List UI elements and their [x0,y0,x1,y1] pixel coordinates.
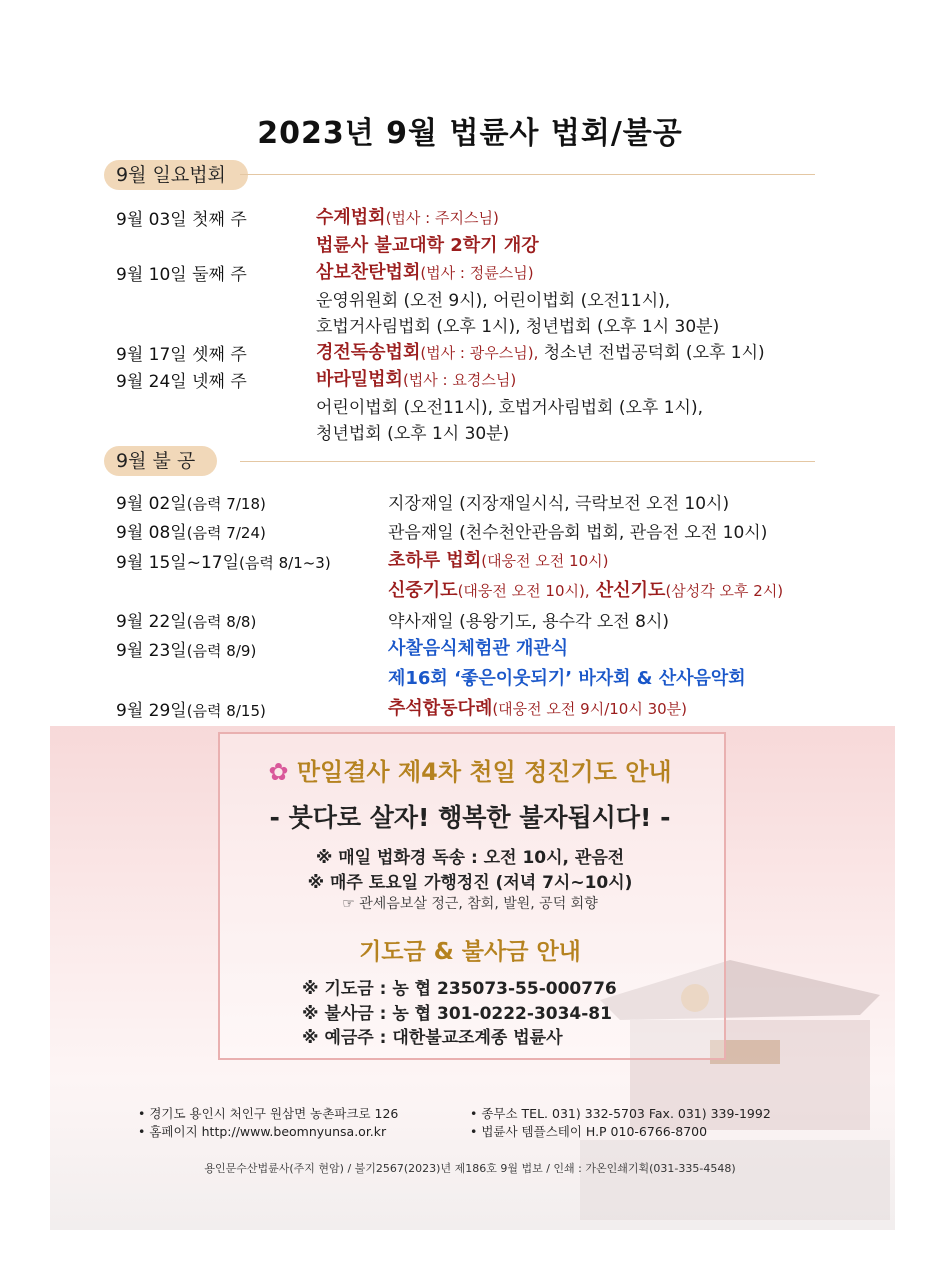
bulgong-date-1: 9월 02일(음력 7/18) [116,494,266,514]
bulgong-date-3: 9월 15일~17일(음력 8/1~3) [116,553,331,573]
account-line-2: ※ 불사금 : 농 협 301-0222-3034-81 [302,1004,612,1024]
footer-templestay: • 법륜사 템플스테이 H.P 010-6766-8700 [470,1124,708,1139]
bulgong-date-4: 9월 22일(음력 8/8) [116,612,257,632]
sunday-event-3: 경전독송법회(법사 : 광우스님), 청소년 전법공덕회 (오후 1시) [316,342,765,363]
footer-address: • 경기도 용인시 처인구 원삼면 농촌파크로 126 [138,1106,399,1121]
notice-title: ✿ 만일결사 제4차 천일 정진기도 안내 [268,758,672,786]
bulgong-event-5-extra: 제16회 ‘좋은이웃되기’ 바자회 & 산사음악회 [388,668,746,689]
bulgong-event-4: 약사재일 (용왕기도, 용수각 오전 8시) [388,612,670,632]
notice-line-1: ※ 매일 법화경 독송 : 오전 10시, 관음전 [315,848,625,868]
sunday-event-2-line: 호법거사림법회 (오후 1시), 청년법회 (오후 1시 30분) [316,317,720,337]
sunday-date-3: 9월 17일 셋째 주 [116,345,247,365]
sunday-event-4: 바라밀법회(법사 : 요경스님) [316,369,517,390]
section-heading-sunday: 9월 일요법회 [104,160,248,190]
notice-slogan: - 붓다로 살자! 행복한 불자됩시다! - [269,803,671,832]
sunday-event-2-line: 운영위원회 (오전 9시), 어린이법회 (오전11시), [316,291,671,311]
bulgong-event-3-extra: 신중기도(대웅전 오전 10시), 산신기도(삼성각 오후 2시) [388,580,784,601]
footer-office: • 종무소 TEL. 031) 332-5703 Fax. 031) 339-1992 [470,1106,771,1121]
sunday-event-1-extra: 법륜사 불교대학 2학기 개강 [316,235,539,256]
bulgong-event-6: 추석합동다례(대웅전 오전 9시/10시 30분) [388,698,688,719]
sunday-event-2: 삼보찬탄법회(법사 : 정륜스님) [316,262,534,283]
notice-line-2: ※ 매주 토요일 가행정진 (저녁 7시~10시) [307,873,633,893]
bulgong-event-2: 관음재일 (천수천안관음회 법회, 관음전 오전 10시) [388,523,768,543]
sunday-event-4-line: 청년법회 (오후 1시 30분) [316,424,510,444]
page-title: 2023년 9월 법륜사 법회/불공 [257,116,683,151]
sunday-event-1: 수계법회(법사 : 주지스님) [316,207,499,228]
footer-homepage[interactable]: • 홈페이지 http://www.beomnyunsa.or.kr [138,1124,387,1139]
notice-subline: ☞ 관세음보살 정근, 참회, 발원, 공덕 회향 [342,896,598,912]
account-line-1: ※ 기도금 : 농 협 235073-55-000776 [302,979,617,999]
donation-title: 기도금 & 불사금 안내 [359,939,581,965]
footer-publisher: 용인문수산법륜사(주지 현암) / 불기2567(2023)년 제186호 9월 법보 / 인쇄 : 가온인쇄기획(031-335-4548) [204,1162,736,1175]
sunday-date-1: 9월 03일 첫째 주 [116,210,247,230]
divider [240,461,815,462]
bulgong-date-5: 9월 23일(음력 8/9) [116,641,257,661]
sunday-date-4: 9월 24일 넷째 주 [116,372,247,392]
lotus-icon: ✿ [268,758,297,786]
divider [240,174,815,175]
sunday-event-4-line: 어린이법회 (오전11시), 호법거사림법회 (오후 1시), [316,398,703,418]
bulgong-date-6: 9월 29일(음력 8/15) [116,701,266,721]
bulgong-date-2: 9월 08일(음력 7/24) [116,523,266,543]
bulgong-event-1: 지장재일 (지장재일시식, 극락보전 오전 10시) [388,494,730,514]
bulgong-event-3: 초하루 법회(대웅전 오전 10시) [388,550,609,571]
section-heading-bulgong: 9월 불 공 [104,446,217,476]
sunday-date-2: 9월 10일 둘째 주 [116,265,247,285]
bulgong-event-5: 사찰음식체험관 개관식 [388,638,569,659]
account-line-3: ※ 예금주 : 대한불교조계종 법륜사 [302,1028,563,1048]
